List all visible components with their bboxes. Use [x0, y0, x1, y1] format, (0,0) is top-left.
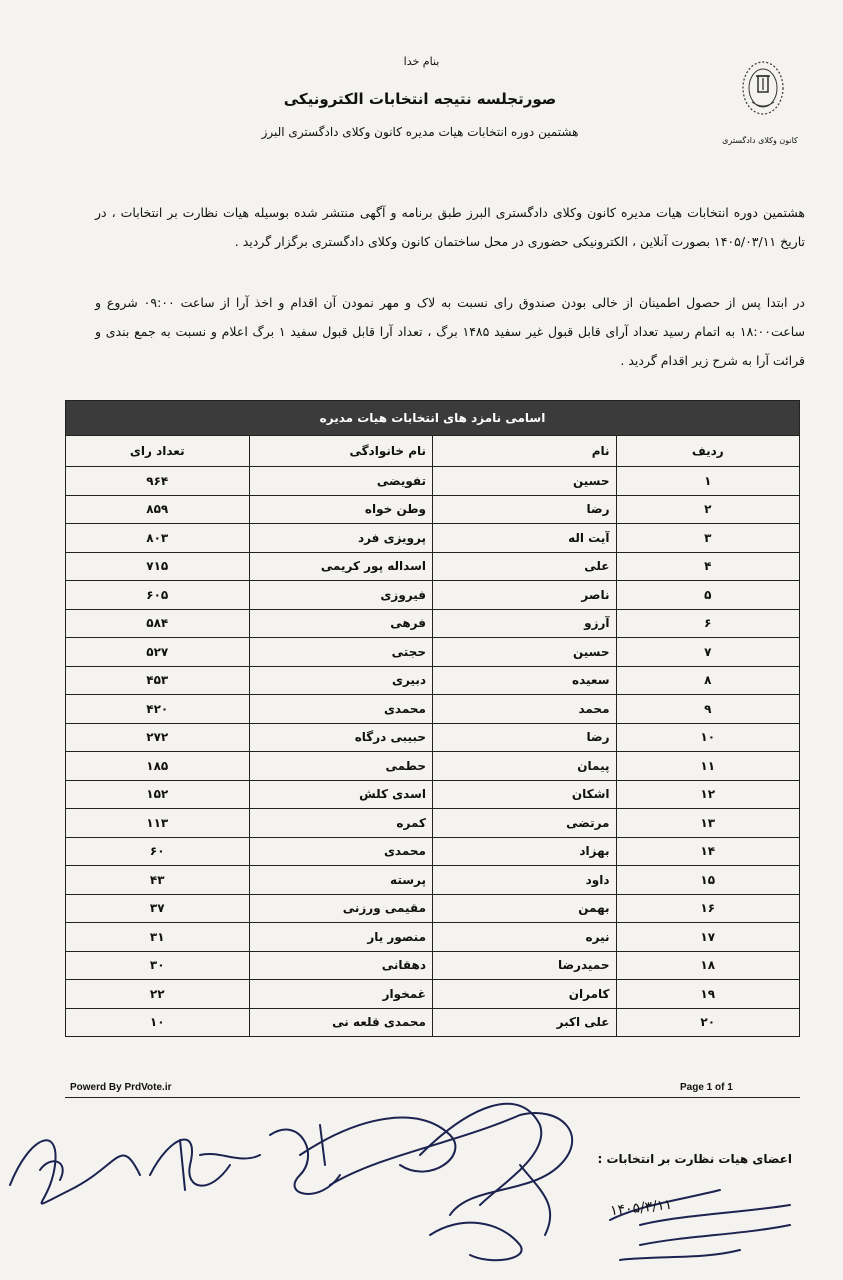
cell-last-name: اسدی کلش [249, 780, 433, 809]
cell-first-name: کامران [433, 980, 617, 1009]
handwritten-signatures [0, 1095, 843, 1280]
cell-first-name: سعیده [433, 666, 617, 695]
table-row [66, 837, 800, 866]
cell-rank: ۱۲ [616, 780, 800, 809]
cell-first-name: پیمان [433, 752, 617, 781]
cell-first-name: آیت اله [433, 524, 617, 553]
cell-votes: ۱۵۲ [66, 780, 250, 809]
cell-votes: ۴۳ [66, 866, 250, 895]
cell-votes: ۸۵۹ [66, 495, 250, 524]
table-row [66, 467, 800, 496]
cell-rank: ۱۴ [616, 837, 800, 866]
header-last-name: نام خانوادگی [249, 436, 433, 467]
logo-caption: کانون وکلای دادگستری [722, 136, 798, 145]
cell-first-name: رضا [433, 723, 617, 752]
cell-rank: ۱۵ [616, 866, 800, 895]
cell-votes: ۳۰ [66, 951, 250, 980]
cell-first-name: داود [433, 866, 617, 895]
cell-first-name: ناصر [433, 581, 617, 610]
cell-first-name: حسین [433, 638, 617, 667]
cell-first-name: علی [433, 552, 617, 581]
cell-last-name: محمدی [249, 837, 433, 866]
table-row [66, 752, 800, 781]
cell-votes: ۳۷ [66, 894, 250, 923]
cell-first-name: علی اکبر [433, 1008, 617, 1037]
table-row [66, 524, 800, 553]
cell-last-name: پرسته [249, 866, 433, 895]
cell-votes: ۳۱ [66, 923, 250, 952]
cell-votes: ۵۲۷ [66, 638, 250, 667]
cell-last-name: محمدی [249, 695, 433, 724]
cell-votes: ۲۷۲ [66, 723, 250, 752]
table-row [66, 980, 800, 1009]
cell-first-name: حسین [433, 467, 617, 496]
cell-votes: ۱۱۳ [66, 809, 250, 838]
header-votes: تعداد رای [66, 436, 250, 467]
cell-last-name: محمدی قلعه نی [249, 1008, 433, 1037]
cell-votes: ۱۰ [66, 1008, 250, 1037]
cell-last-name: پرویزی فرد [249, 524, 433, 553]
cell-last-name: فرهی [249, 609, 433, 638]
table-row [66, 695, 800, 724]
table-row [66, 723, 800, 752]
cell-rank: ۷ [616, 638, 800, 667]
table-row [66, 951, 800, 980]
cell-votes: ۶۰ [66, 837, 250, 866]
cell-last-name: اسداله پور کریمی [249, 552, 433, 581]
intro-paragraph: هشتمین دوره انتخابات هیات مدیره کانون وکلای دادگستری البرز طبق برنامه و آگهی منتشر شده بوسیله هیات نظارت بر انتخابات ، در تاریخ ۱۴۰۵/۰۳/۱۱ بصورت آنلاین ، الکترونیکی حضوری در محل ساختمان کانون وکلای دادگستری برگزار گردید . [95, 205, 805, 249]
cell-votes: ۲۲ [66, 980, 250, 1009]
cell-first-name: مرتضی [433, 809, 617, 838]
cell-votes: ۹۶۴ [66, 467, 250, 496]
table-row [66, 638, 800, 667]
cell-first-name: بهمن [433, 894, 617, 923]
cell-votes: ۱۸۵ [66, 752, 250, 781]
cell-last-name: حبیبی درگاه [249, 723, 433, 752]
cell-first-name: نیره [433, 923, 617, 952]
cell-last-name: غمخوار [249, 980, 433, 1009]
cell-first-name: بهزاد [433, 837, 617, 866]
cell-first-name: حمیدرضا [433, 951, 617, 980]
table-row [66, 666, 800, 695]
cell-rank: ۱ [616, 467, 800, 496]
cell-votes: ۴۵۳ [66, 666, 250, 695]
cell-first-name: محمد [433, 695, 617, 724]
cell-rank: ۶ [616, 609, 800, 638]
cell-rank: ۱۷ [616, 923, 800, 952]
cell-last-name: منصور یار [249, 923, 433, 952]
document-subtitle: هشتمین دوره انتخابات هیات مدیره کانون وکلای دادگستری البرز [261, 125, 579, 139]
cell-last-name: مقیمی ورزنی [249, 894, 433, 923]
cell-first-name: آرزو [433, 609, 617, 638]
supervisory-board-label: اعضای هیات نظارت بر انتخابات : [597, 1152, 792, 1166]
cell-last-name: دهقانی [249, 951, 433, 980]
cell-last-name: تفویضی [249, 467, 433, 496]
table-row [66, 866, 800, 895]
cell-rank: ۱۳ [616, 809, 800, 838]
cell-rank: ۹ [616, 695, 800, 724]
cell-first-name: رضا [433, 495, 617, 524]
table-row [66, 581, 800, 610]
cell-votes: ۶۰۵ [66, 581, 250, 610]
table-row [66, 552, 800, 581]
table-row [66, 1008, 800, 1037]
cell-rank: ۱۸ [616, 951, 800, 980]
basmala: بنام خدا [403, 55, 440, 68]
page-number: Page 1 of 1 [680, 1082, 733, 1093]
cell-rank: ۱۱ [616, 752, 800, 781]
cell-rank: ۳ [616, 524, 800, 553]
cell-rank: ۲ [616, 495, 800, 524]
table-row [66, 609, 800, 638]
table-row [66, 780, 800, 809]
results-table [65, 400, 800, 1037]
cell-last-name: دبیری [249, 666, 433, 695]
header-rank: ردیف [616, 436, 800, 467]
cell-first-name: اشکان [433, 780, 617, 809]
cell-last-name: حجتی [249, 638, 433, 667]
document-title: صورتجلسه نتیجه انتخابات الکترونیکی [283, 90, 557, 108]
cell-votes: ۸۰۳ [66, 524, 250, 553]
cell-rank: ۱۶ [616, 894, 800, 923]
cell-rank: ۲۰ [616, 1008, 800, 1037]
cell-votes: ۵۸۴ [66, 609, 250, 638]
table-caption: اسامی نامزد های انتخابات هیات مدیره [66, 401, 800, 436]
cell-rank: ۴ [616, 552, 800, 581]
cell-rank: ۱۰ [616, 723, 800, 752]
table-row [66, 923, 800, 952]
table-body [66, 467, 800, 1037]
table-row [66, 809, 800, 838]
cell-votes: ۷۱۵ [66, 552, 250, 581]
cell-rank: ۵ [616, 581, 800, 610]
cell-last-name: وطن خواه [249, 495, 433, 524]
powered-by: Powerd By PrdVote.ir [70, 1082, 172, 1093]
header-first-name: نام [433, 436, 617, 467]
cell-last-name: حطمی [249, 752, 433, 781]
cell-last-name: کمره [249, 809, 433, 838]
signature-date: ۱۴۰۵/۳/۱۱ [609, 1196, 673, 1220]
procedure-paragraph: در ابتدا پس از حصول اطمینان از خالی بودن صندوق رای نسبت به لاک و مهر نمودن آن اقدام و اخذ آرا از ساعت ۰۹:۰۰ شروع و ساعت۱۸:۰۰ به اتمام رسید تعداد آرای قابل قبول غیر سفید ۱۴۸۵ برگ ، تعداد آرا قابل قبول سفید ۱ برگ اعلام و نسبت به جمع بندی و قرائت آرا به شرح زیر اقدام گردید . [95, 295, 806, 368]
cell-votes: ۴۲۰ [66, 695, 250, 724]
table-row [66, 495, 800, 524]
cell-last-name: فیروزی [249, 581, 433, 610]
table-row [66, 894, 800, 923]
cell-rank: ۸ [616, 666, 800, 695]
cell-rank: ۱۹ [616, 980, 800, 1009]
